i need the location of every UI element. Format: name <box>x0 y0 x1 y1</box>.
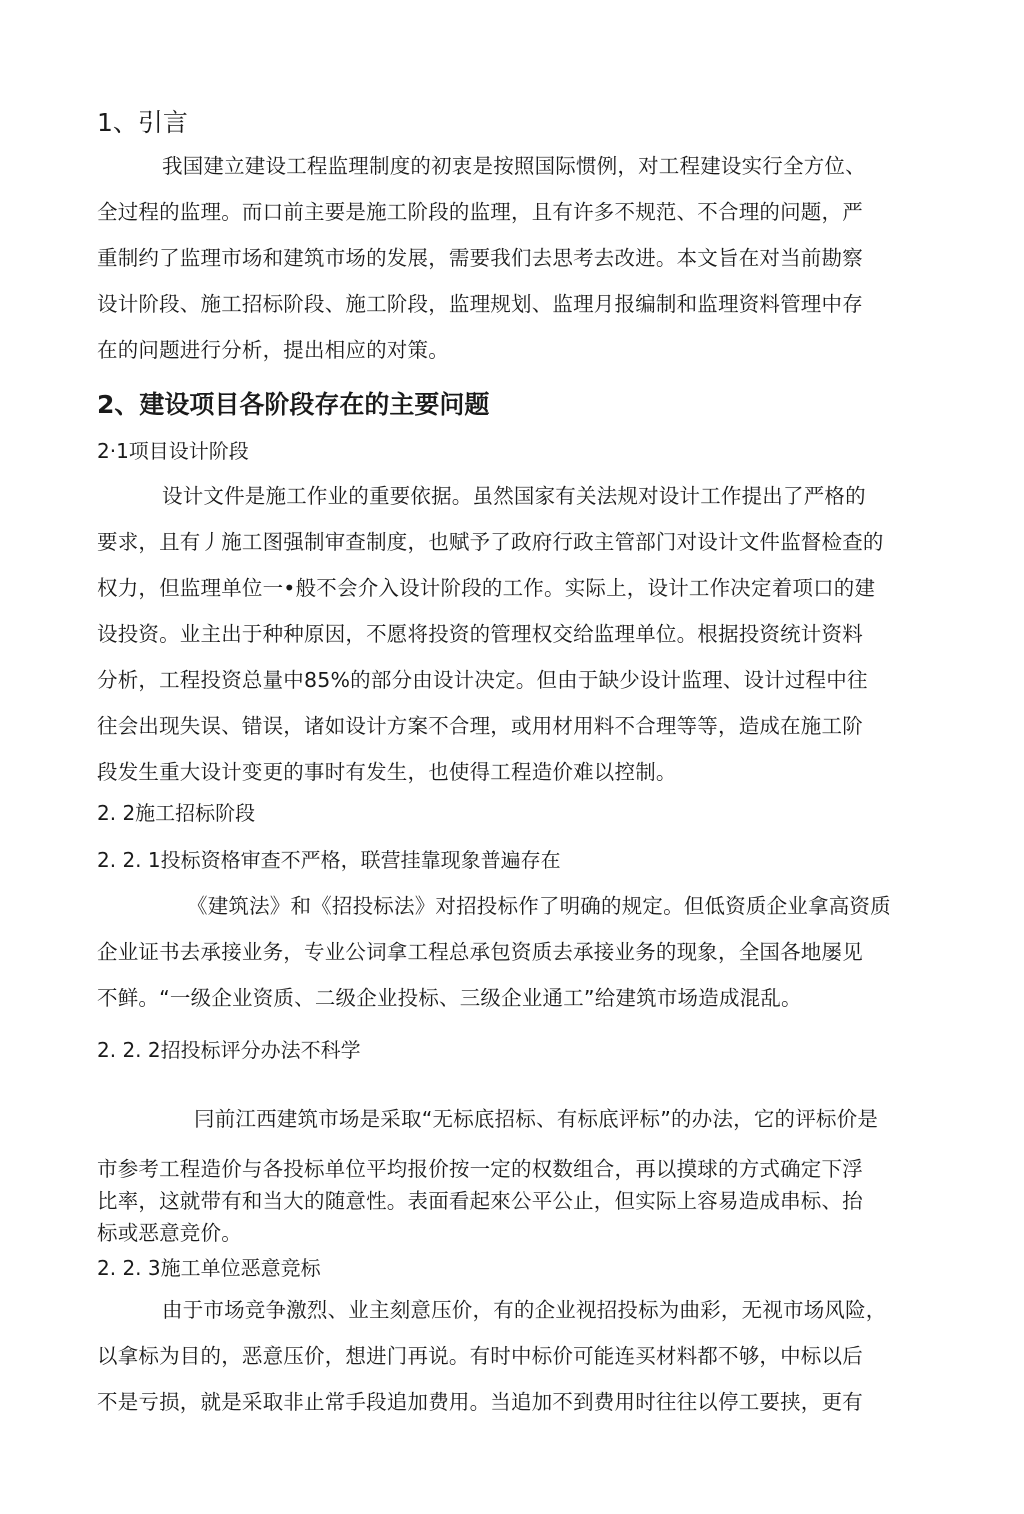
section-2-2-2-title: 2. 2. 2招投标评分办法不科学 <box>97 1038 361 1062</box>
section-2-2-3-paragraph <box>97 1287 887 1425</box>
paragraph-line: 全过程的监理。而口前主要是施工阶段的监理，且有许多不规范、不合理的问题，严 <box>97 200 863 224</box>
paragraph-line: 不鲜。“一级企业资质、二级企业投标、三级企业通工”给建筑市场造成混乱。 <box>97 986 802 1010</box>
section-2-1-title: 2·1项目设计阶段 <box>97 439 249 463</box>
paragraph-line: 设投资。业主出于种种原因，不愿将投资的管理权交给监理单位。根据投资统计资料 <box>97 622 863 646</box>
paragraph-line: 不是亏损，就是采取非止常手段追加费用。当追加不到费用时往往以停工要挟，更有 <box>97 1390 863 1414</box>
paragraph-line: 标或恶意竞价。 <box>97 1221 242 1245</box>
paragraph-line: 设计阶段、施工招标阶段、施工阶段，监理规划、监理月报编制和监理资料管理中存 <box>97 292 863 316</box>
section-1-paragraph <box>97 143 866 373</box>
paragraph-line: 比率，这就带有和当大的随意性。表面看起來公平公止，但实际上容易造成串标、抬 <box>97 1189 863 1213</box>
paragraph-line: 在的问题进行分析，提出相应的对策。 <box>97 338 449 362</box>
section-2-2-2-paragraph <box>97 1153 863 1249</box>
paragraph-line: 设计文件是施工作业的重要依据。虽然国家有关法规对设计工作提出了严格的 <box>162 484 866 508</box>
section-2-2-title: 2. 2施工招标阶段 <box>97 801 256 825</box>
section-2-2-1-paragraph <box>97 883 891 1021</box>
paragraph-line: 要求，且有丿施工图强制审查制度，也赋予了政府行政主管部门对设计文件监督检查的 <box>97 530 884 554</box>
paragraph-line: 以拿标为目的，恶意压价，想进门再说。有时中标价可能连买材料都不够，中标以后 <box>97 1344 863 1368</box>
paragraph-line: 《建筑法》和《招投标法》对招投标作了明确的规定。但低资质企业拿高资质 <box>187 894 891 918</box>
section-2-2-2-first-line: 冃前江西建筑市场是采取“无标底招标、有标底评标”的办法，它的评标价是 <box>194 1107 879 1131</box>
section-2-title: 2、建设项目各阶段存在的主要问题 <box>97 390 490 419</box>
section-2-2-3-title: 2. 2. 3施工单位恶意竞标 <box>97 1256 321 1280</box>
paragraph-line: 往会出现失误、错误，诸如设计方案不合理，或用材用料不合理等等，造成在施工阶 <box>97 714 863 738</box>
section-2-1-paragraph <box>97 473 884 795</box>
paragraph-line: 分析，工程投资总量中85%的部分由设计决定。但由于缺少设计监理、设计过程中往 <box>97 668 868 692</box>
section-2-2-1-title: 2. 2. 1投标资格审查不严格，联营挂靠现象普遍存在 <box>97 848 561 872</box>
paragraph-line: 企业证书去承接业务，专业公词拿工程总承包资质去承接业务的现象，全国各地屡见 <box>97 940 863 964</box>
paragraph-line: 重制约了监理市场和建筑市场的发展，需要我们去思考去改进。本文旨在对当前勘察 <box>97 246 863 270</box>
paragraph-line: 段发生重大设计变更的事时有发生，也使得工程造价难以控制。 <box>97 760 677 784</box>
paragraph-line: 权力，但监理单位一•般不会介入设计阶段的工作。实际上，设计工作决定着项口的建 <box>97 576 876 600</box>
paragraph-line: 由于市场竞争激烈、业主刻意压价，有的企业视招投标为曲彩，无视市场风险， <box>162 1298 887 1322</box>
section-1-title: 1、引言 <box>97 108 188 137</box>
paragraph-line: 市参考工程造价与各投标单位平均报价按一定的权数组合，再以摸球的方式确定下浮 <box>97 1157 863 1181</box>
paragraph-line: 我国建立建设工程监理制度的初衷是按照国际惯例，对工程建设实行全方位、 <box>162 154 866 178</box>
